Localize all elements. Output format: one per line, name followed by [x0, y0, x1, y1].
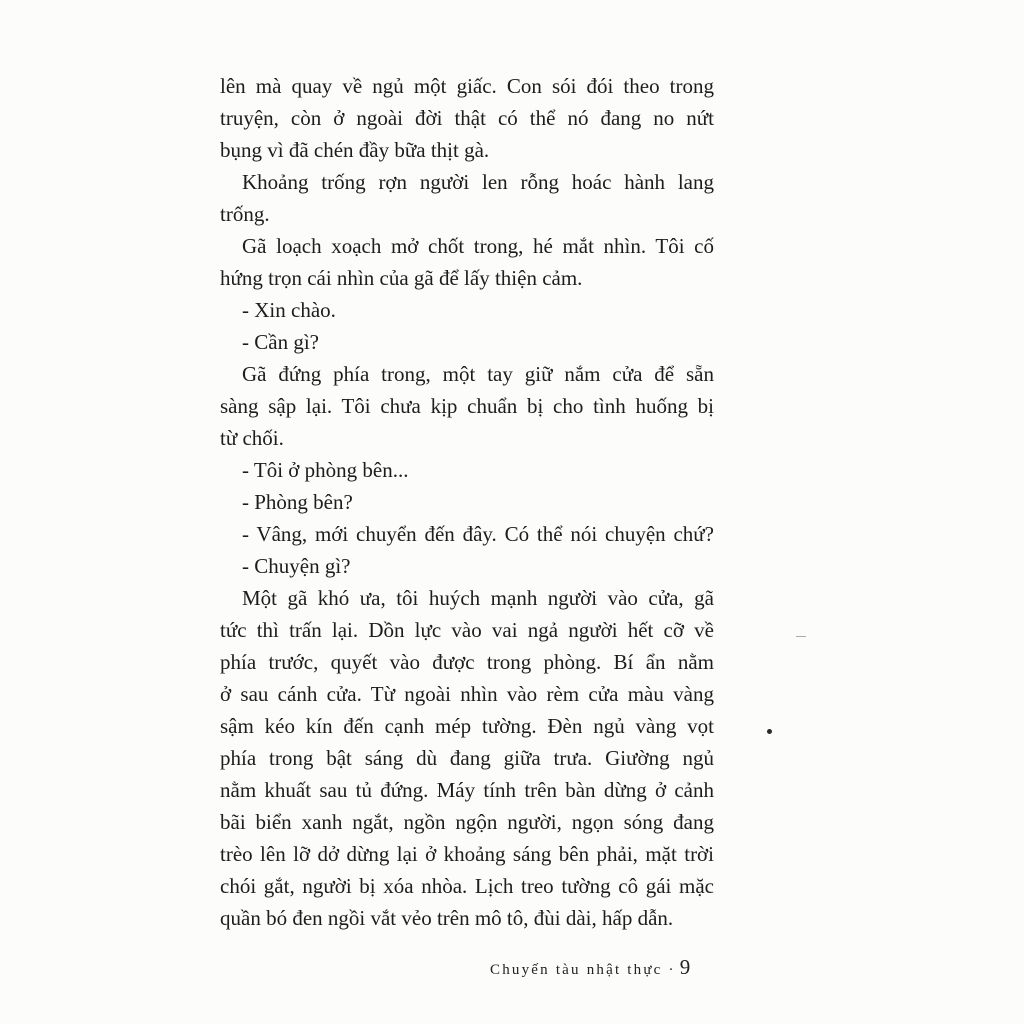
text-line: quần bó đen ngồi vắt vẻo trên mô tô, đùi dài, hấp dẫn.: [220, 906, 674, 930]
ink-speck: [767, 729, 772, 734]
text-line: sậm kéo kín đến cạnh mép tường. Đèn ngủ vàng vọt: [220, 714, 714, 738]
text-line: từ chối.: [220, 426, 284, 450]
text-line: chói gắt, người bị xóa nhòa. Lịch treo tường cô gái mặc: [220, 874, 714, 898]
text-line: bãi biển xanh ngắt, ngồn ngộn người, ngọn sóng đang: [220, 810, 714, 834]
text-line: lên mà quay về ngủ một giấc. Con sói đói theo trong: [220, 74, 714, 98]
text-line: tức thì trấn lại. Dồn lực vào vai ngả người hết cỡ về: [220, 618, 714, 642]
scan-mark: [796, 636, 806, 637]
dialogue-line: - Phòng bên?: [242, 490, 353, 514]
text-line: bụng vì đã chén đầy bữa thịt gà.: [220, 138, 490, 162]
text-line: Một gã khó ưa, tôi huých mạnh người vào cửa, gã: [242, 586, 714, 610]
text-line: nằm khuất sau tủ đứng. Máy tính trên bàn dừng ở cảnh: [220, 778, 714, 802]
text-line: Gã đứng phía trong, một tay giữ nắm cửa để sẵn: [242, 362, 714, 386]
dialogue-line: - Chuyện gì?: [242, 554, 351, 578]
dialogue-line: - Xin chào.: [242, 298, 336, 322]
dialogue-line: - Tôi ở phòng bên...: [242, 458, 409, 482]
text-line: truyện, còn ở ngoài đời thật có thể nó đang no nứt: [220, 106, 714, 130]
text-line: phía trong bật sáng dù đang giữa trưa. Giường ngủ: [220, 746, 714, 770]
text-line: hứng trọn cái nhìn của gã để lấy thiện cảm.: [220, 266, 583, 290]
footer-separator: ·: [668, 962, 676, 978]
page-number: 9: [679, 955, 691, 979]
text-line: Gã loạch xoạch mở chốt trong, hé mắt nhìn. Tôi cố: [242, 234, 714, 258]
text-line: trống.: [220, 202, 270, 226]
book-title: Chuyến tàu nhật thực: [490, 962, 663, 978]
dialogue-line: - Vâng, mới chuyển đến đây. Có thể nói chuyện chứ?: [242, 522, 714, 546]
dialogue-line: - Cần gì?: [242, 330, 319, 354]
text-line: Khoảng trống rợn người len rỗng hoác hành lang: [242, 170, 714, 194]
running-footer: [490, 955, 690, 980]
text-line: trèo lên lỡ dở dừng lại ở khoảng sáng bên phải, mặt trời: [220, 842, 714, 866]
text-line: sàng sập lại. Tôi chưa kịp chuẩn bị cho tình huống bị: [220, 394, 714, 418]
text-line: phía trước, quyết vào được trong phòng. Bí ẩn nằm: [220, 650, 714, 674]
text-line: ở sau cánh cửa. Từ ngoài nhìn vào rèm cửa màu vàng: [220, 682, 714, 706]
body-text: [220, 70, 714, 934]
